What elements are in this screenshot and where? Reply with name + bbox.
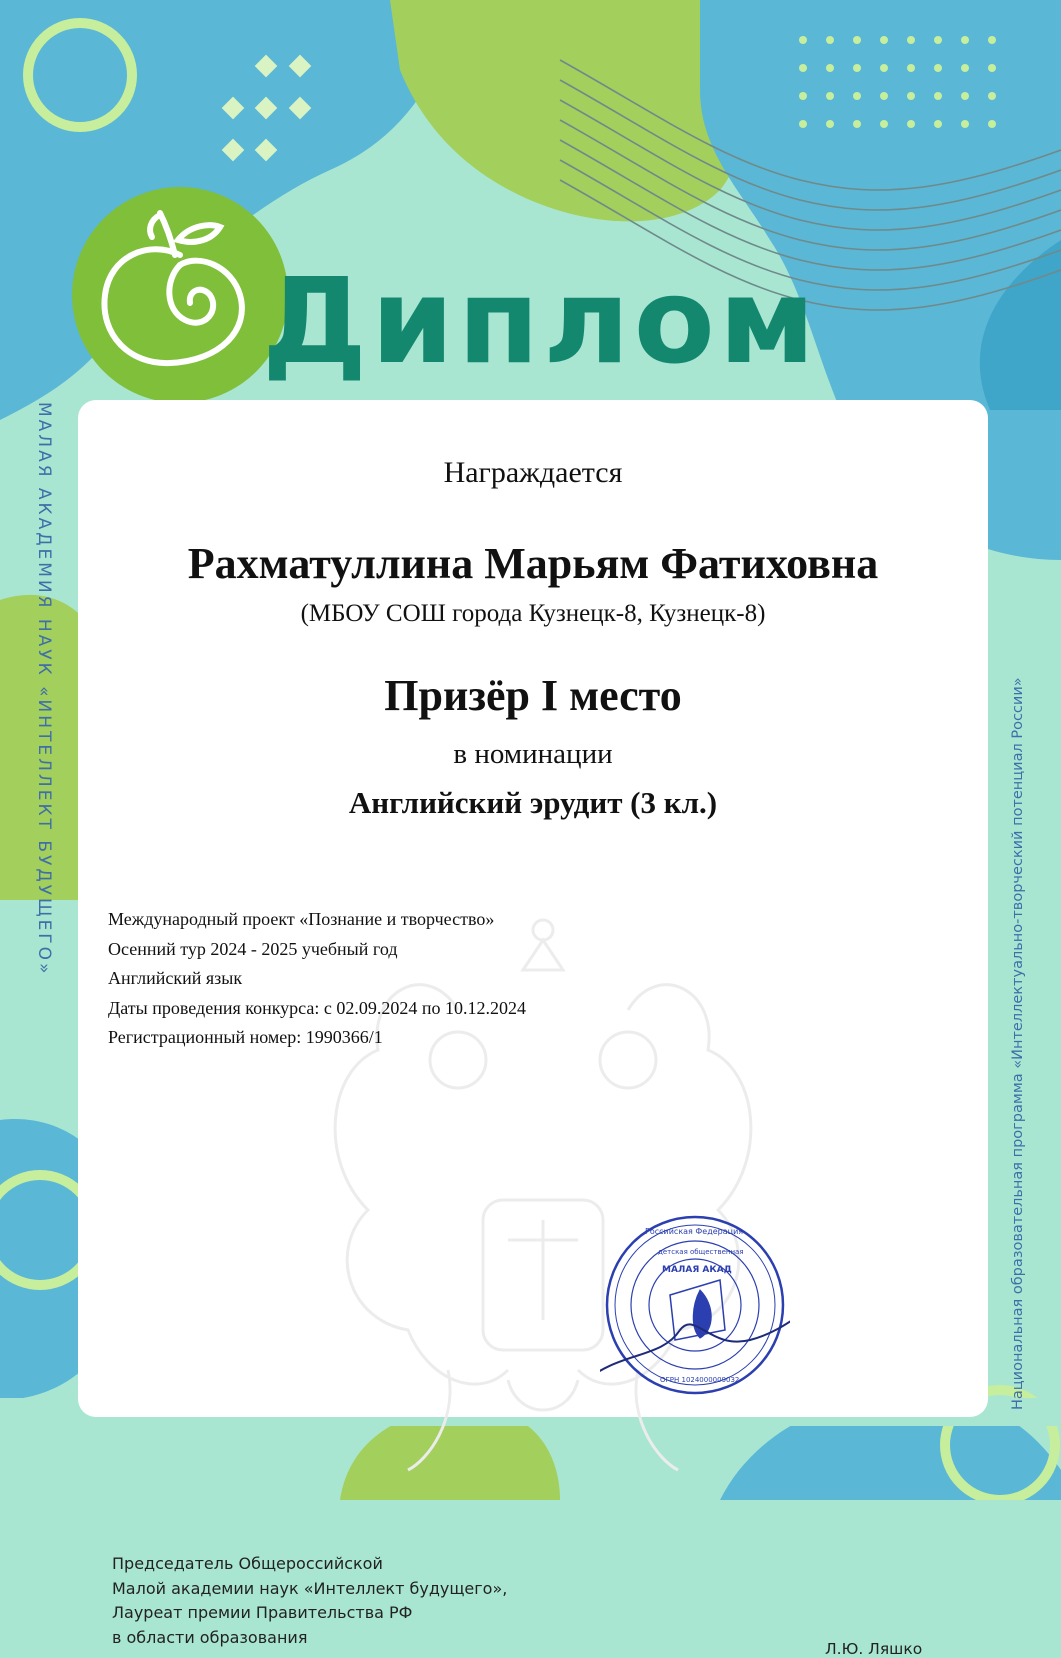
recipient-school: (МБОУ СОШ города Кузнецк-8, Кузнецк-8) <box>300 600 766 627</box>
svg-text:Российская Федерация: Российская Федерация <box>645 1227 744 1236</box>
apple-logo-icon <box>70 185 290 405</box>
academy-side-label: МАЛАЯ АКАДЕМИЯ НАУК «ИНТЕЛЛЕКТ БУДУЩЕГО» <box>34 402 54 977</box>
svg-text:детская общественная: детская общественная <box>658 1248 744 1256</box>
signatory-line: Председатель Общероссийской <box>112 1554 383 1573</box>
signatory-line: в области образования <box>112 1627 308 1647</box>
recipient-name: Рахматуллина Марьям Фатиховна <box>187 539 879 588</box>
diploma-title: Диплом <box>262 252 820 390</box>
project-line: Международный проект «Познание и творчество» <box>108 909 495 929</box>
tour-line: Осенний тур 2024 - 2025 учебный год <box>108 938 398 959</box>
awarded-label: Награждается <box>443 456 623 489</box>
signatory-title <box>112 1552 507 1650</box>
registration-line: Регистрационный номер: 1990366/1 <box>108 1027 383 1047</box>
svg-text:МАЛАЯ АКАД: МАЛАЯ АКАД <box>662 1265 732 1275</box>
dates-line: Даты проведения конкурса: с 02.09.2024 по 10.12.2024 <box>108 997 527 1018</box>
competition-details <box>108 905 526 1053</box>
prize-title: Призёр I место <box>384 671 682 720</box>
official-stamp-icon <box>600 1210 790 1400</box>
diploma-card <box>78 400 988 1658</box>
signatory-line: Лауреат премии Правительства РФ <box>112 1603 413 1622</box>
svg-text:ОГРН 1024000009032: ОГРН 1024000009032 <box>660 1376 740 1384</box>
nomination-title: Английский эрудит (3 кл.) <box>348 785 718 820</box>
nomination-label: в номинации <box>453 738 613 770</box>
signatory-line: Малой академии наук «Интеллект будущего», <box>112 1578 508 1598</box>
program-side-label: Национальная образовательная программа «Интеллектуально-творческий потенциал России» <box>1010 677 1026 1410</box>
subject-line: Английский язык <box>108 968 243 988</box>
signatory-name: Л.Ю. Ляшко <box>825 1640 923 1658</box>
